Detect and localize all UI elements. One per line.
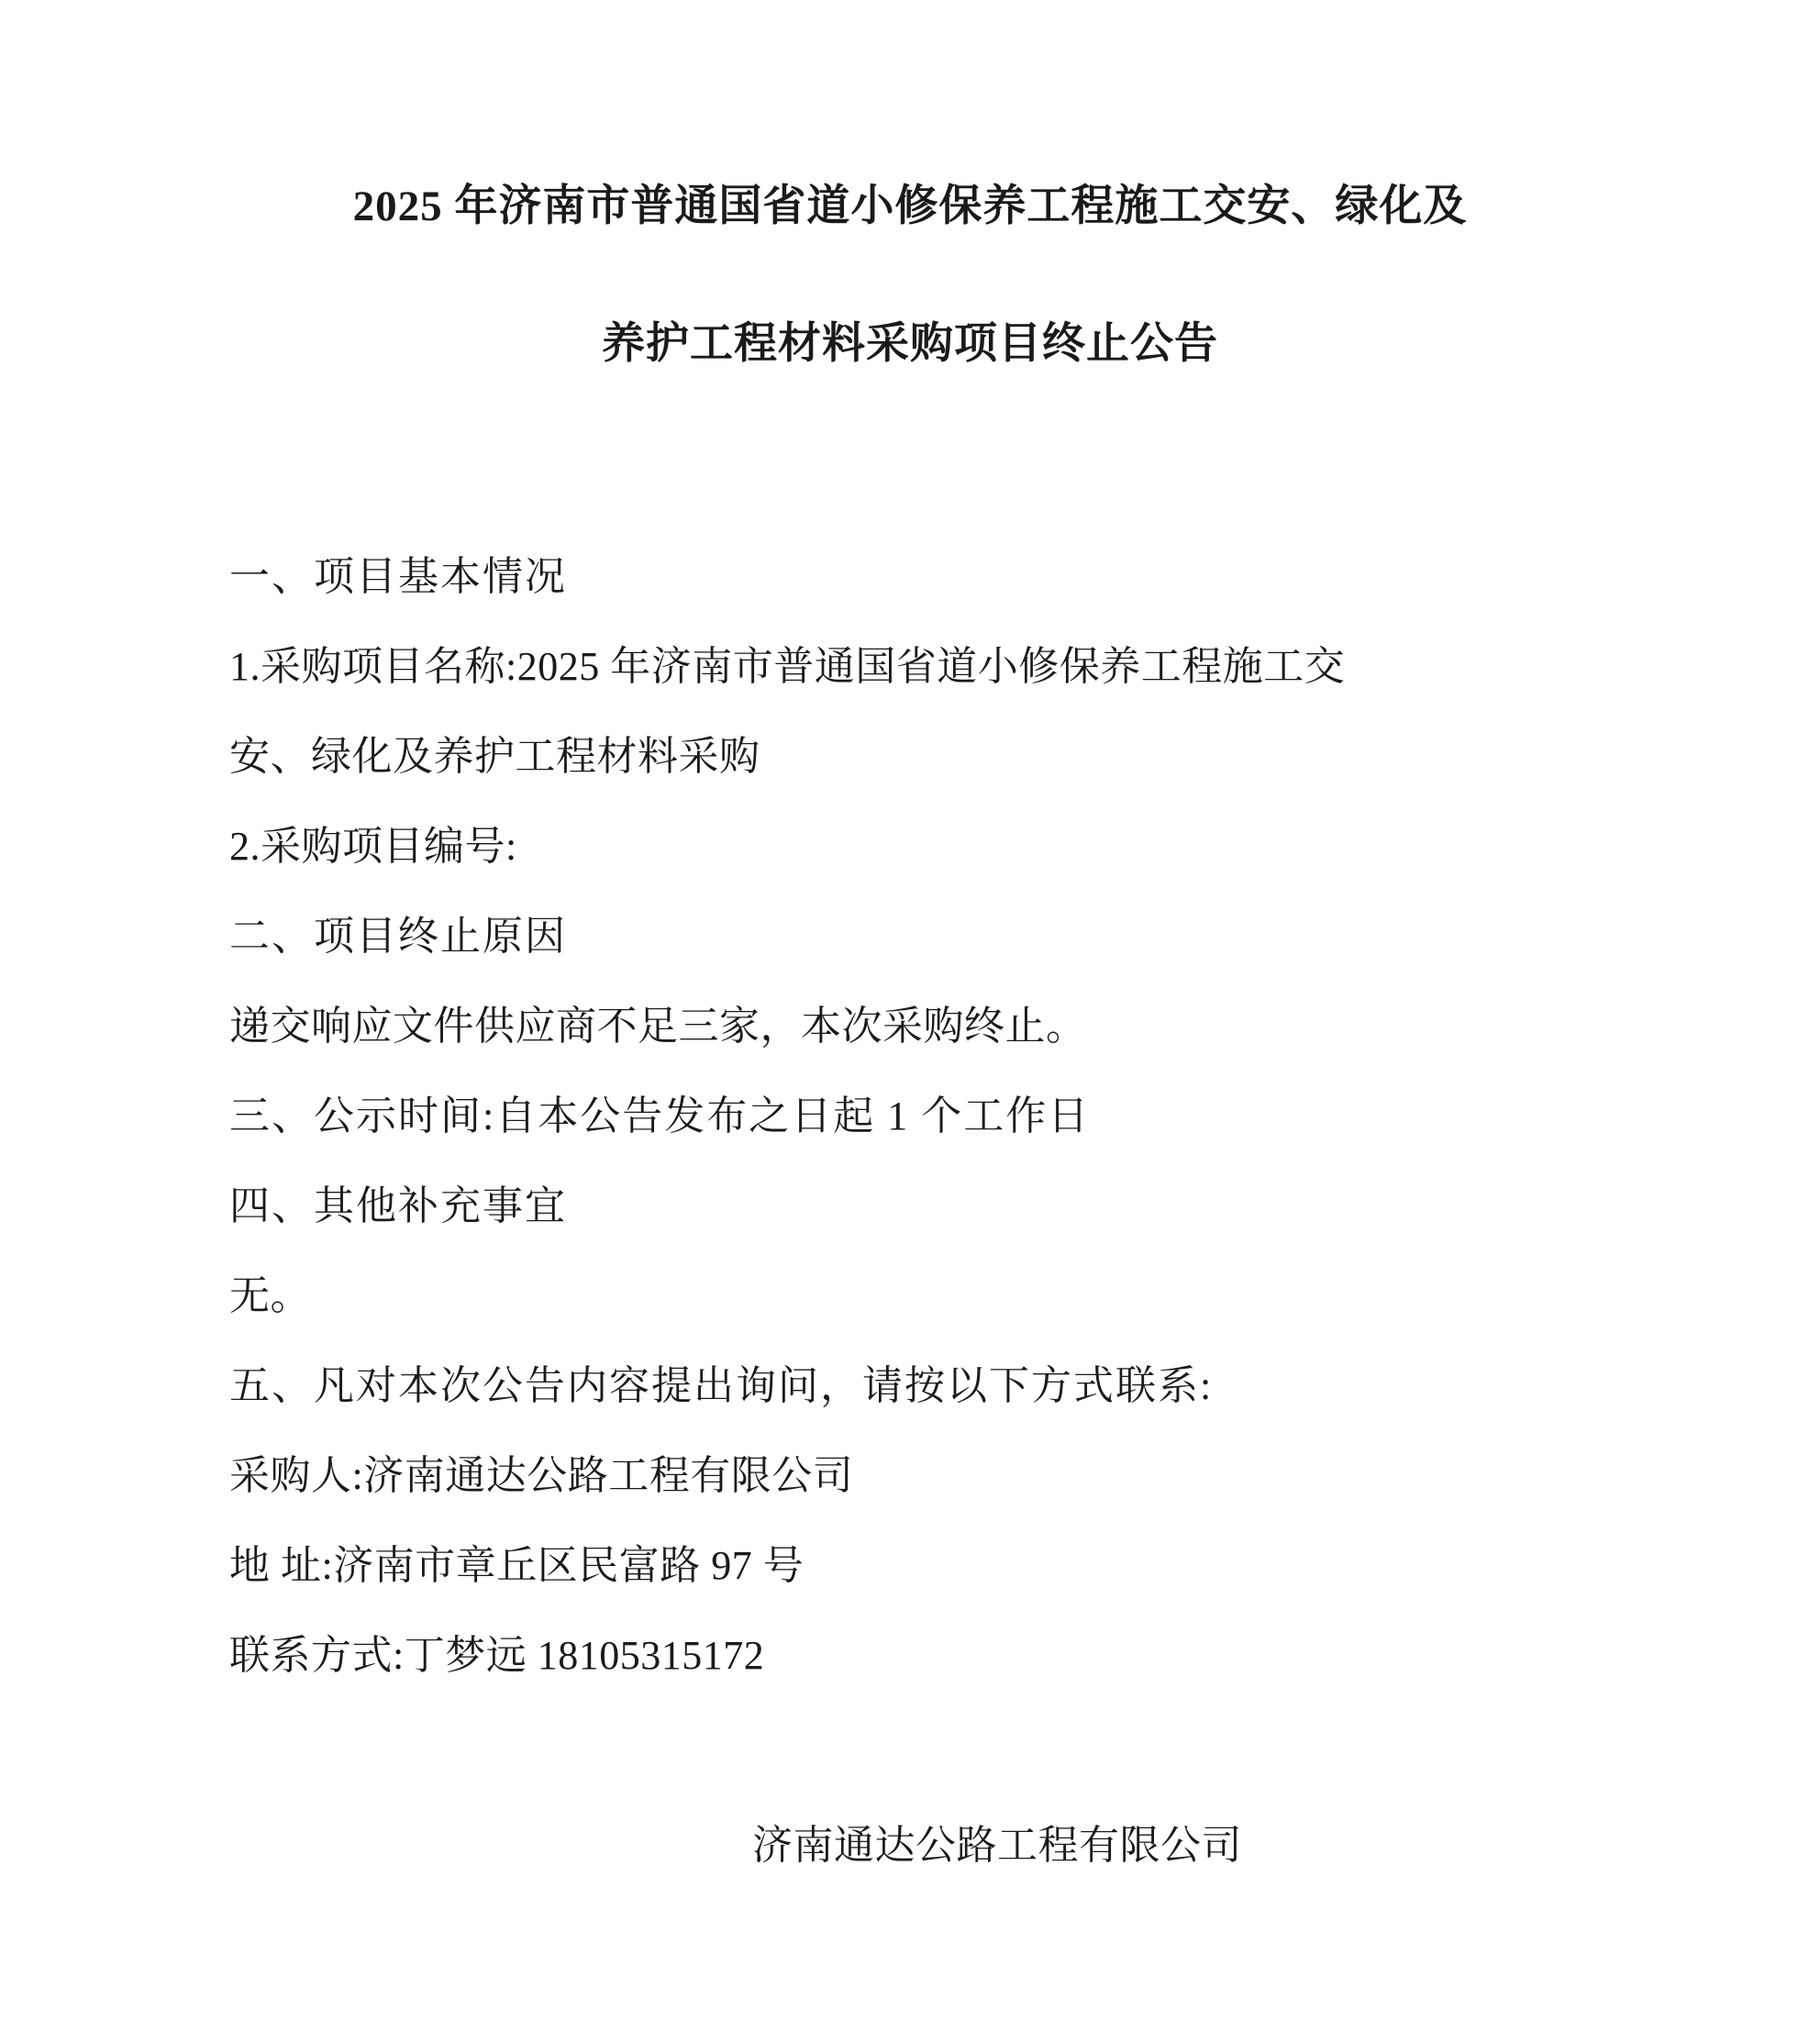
contact-address: 地 址:济南市章丘区民富路 97 号: [229, 1543, 805, 1588]
item-project-name-line2: 安、绿化及养护工程材料采购: [229, 734, 760, 779]
issuing-organization: 济南通达公路工程有限公司: [752, 1823, 1242, 1868]
title-body-spacer: [229, 413, 1591, 523]
page-title: [229, 138, 1591, 413]
section-4-heading: 四、其他补充事宜: [229, 1183, 567, 1228]
page-title-line-1: 2025 年济南市普通国省道小修保养工程施工交安、绿化及: [352, 183, 1468, 230]
other-matters-content: 无。: [229, 1273, 311, 1318]
contact-purchaser: 采购人:济南通达公路工程有限公司: [229, 1453, 854, 1498]
contact-phone: 联系方式:丁梦远 18105315172: [229, 1633, 765, 1678]
item-project-name-line1: 1.采购项目名称:2025 年济南市普通国省道小修保养工程施工交: [229, 644, 1346, 689]
section-3-publicity-period: 三、公示时间:自本公告发布之日起 1 个工作日: [229, 1094, 1091, 1138]
document-body: [229, 532, 1591, 1701]
signature-block: [229, 1809, 1591, 1882]
item-project-number: 2.采购项目编号:: [229, 824, 517, 869]
section-5-heading: 五、凡对本次公告内容提出询问，请按以下方式联系:: [229, 1363, 1214, 1408]
section-2-heading: 二、项目终止原因: [229, 914, 567, 959]
page-title-line-2: 养护工程材料采购项目终止公告: [602, 320, 1218, 368]
termination-reason: 递交响应文件供应商不足三家，本次采购终止。: [229, 1004, 1087, 1049]
section-1-heading: 一、项目基本情况: [229, 554, 567, 599]
